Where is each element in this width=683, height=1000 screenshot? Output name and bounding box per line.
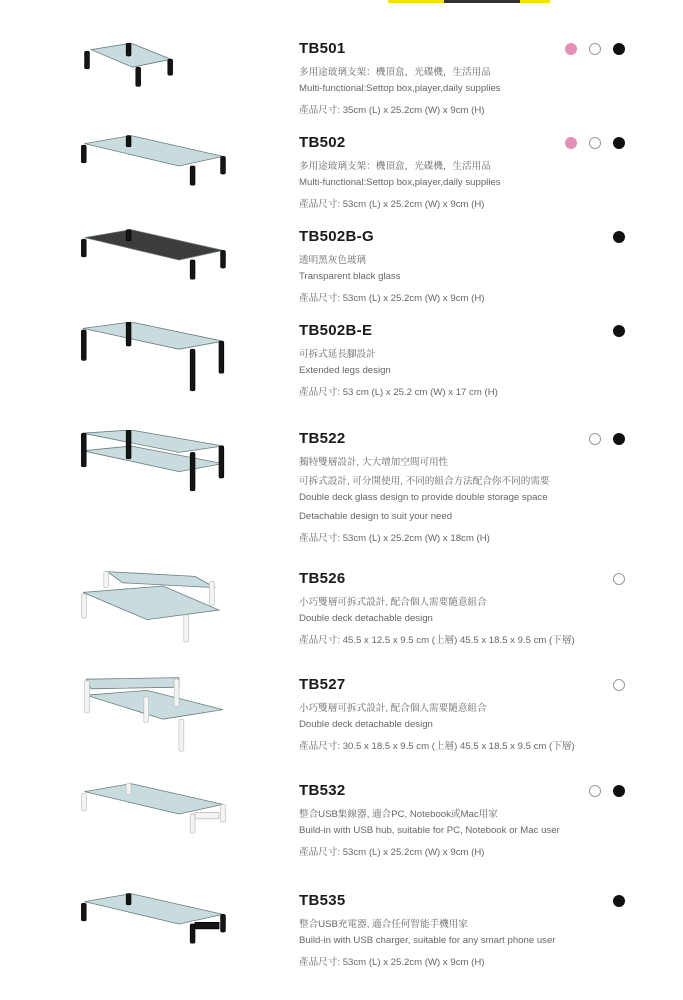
leg — [81, 903, 86, 921]
glass-top-upper — [86, 678, 179, 689]
product-desc-line: 產品尺寸: 53cm (L) x 25.2cm (W) x 9cm (H) — [299, 293, 485, 304]
product-desc-line: 多用途玻璃支架：機頂盒，光碟機，生活用品 — [299, 67, 491, 78]
leg — [81, 239, 86, 257]
leg — [221, 250, 226, 268]
swatch-white — [589, 785, 601, 797]
product-model: TB535 — [299, 892, 346, 909]
color-swatches — [565, 43, 625, 55]
leg — [81, 594, 86, 618]
leg — [179, 719, 184, 751]
swatch-black — [613, 895, 625, 907]
leg — [126, 322, 131, 346]
product-desc-line: 小巧雙層可拆式設計, 配合個人需要隨意組合 — [299, 597, 487, 608]
product-model: TB501 — [299, 40, 346, 57]
leg — [85, 681, 90, 713]
color-swatches — [613, 895, 625, 907]
leg — [190, 814, 195, 833]
leg — [221, 156, 226, 174]
swatch-black — [613, 433, 625, 445]
product-image — [55, 676, 255, 756]
leg — [126, 43, 131, 56]
product-model: TB522 — [299, 430, 346, 447]
product-desc-line: 產品尺寸: 53 cm (L) x 25.2 cm (W) x 17 cm (H) — [299, 387, 498, 398]
leg — [174, 679, 179, 706]
product-model: TB502B-E — [299, 322, 373, 339]
usb-hub-unit — [195, 812, 219, 818]
product-model: TB532 — [299, 782, 346, 799]
product-desc-line: Multi-functional:Settop box,player,daily supplies — [299, 177, 501, 188]
leg — [126, 136, 131, 147]
accent-bar-yellow-2 — [520, 0, 550, 3]
usb-hub-unit — [195, 922, 219, 928]
swatch-black — [613, 325, 625, 337]
leg — [136, 67, 141, 86]
product-image — [55, 134, 255, 214]
product-desc-line: 產品尺寸: 53cm (L) x 25.2cm (W) x 9cm (H) — [299, 847, 485, 858]
leg — [190, 924, 195, 943]
leg — [209, 581, 214, 605]
swatch-black — [613, 231, 625, 243]
product-desc-line: 整合USB充電器, 適合任何智能手機用家 — [299, 919, 468, 930]
color-swatches — [589, 433, 625, 445]
leg — [219, 341, 224, 373]
product-desc-line: 產品尺寸: 53cm (L) x 25.2cm (W) x 9cm (H) — [299, 957, 485, 968]
product-desc-line: 產品尺寸: 35cm (L) x 25.2cm (W) x 9cm (H) — [299, 105, 485, 116]
product-desc-line: 可拆式設計, 可分開使用, 不同的組合方法配合你不同的需要 — [299, 476, 550, 487]
swatch-white — [613, 573, 625, 585]
product-image — [55, 228, 255, 308]
product-desc-line: 多用途玻璃支架：機頂盒，光碟機，生活用品 — [299, 161, 491, 172]
product-desc-line: 小巧雙層可拆式設計, 配合個人需要隨意組合 — [299, 703, 487, 714]
swatch-pink — [565, 43, 577, 55]
product-desc-line: 產品尺寸: 53cm (L) x 25.2cm (W) x 9cm (H) — [299, 199, 485, 210]
swatch-black — [613, 785, 625, 797]
leg — [126, 230, 131, 241]
leg — [126, 430, 131, 459]
swatch-black — [613, 137, 625, 149]
product-desc-line: 產品尺寸: 53cm (L) x 25.2cm (W) x 18cm (H) — [299, 533, 490, 544]
color-swatches — [613, 573, 625, 585]
glass-top-lower — [83, 586, 219, 620]
swatch-white — [589, 43, 601, 55]
leg — [81, 433, 86, 467]
leg — [104, 572, 109, 588]
leg — [81, 330, 86, 360]
product-desc-line: Double deck detachable design — [299, 613, 433, 624]
leg — [190, 260, 195, 279]
leg — [126, 894, 131, 905]
leg — [184, 615, 189, 642]
product-desc-line: 可拆式延長腳設計 — [299, 349, 376, 360]
product-desc-line: Detachable design to suit your need — [299, 511, 453, 522]
leg — [219, 446, 224, 478]
glass-top — [85, 230, 223, 260]
swatch-white — [613, 679, 625, 691]
leg — [168, 59, 173, 75]
leg — [190, 166, 195, 185]
color-swatches — [613, 325, 625, 337]
accent-bar-dark — [444, 0, 520, 3]
product-desc-line: Multi-functional:Settop box,player,daily supplies — [299, 83, 501, 94]
leg — [221, 914, 226, 932]
product-desc-line: Extended legs design — [299, 365, 391, 376]
accent-bar-yellow-1 — [388, 0, 444, 3]
product-desc-line: Build-in with USB charger, suitable for any smart phone user — [299, 935, 556, 946]
color-swatches — [589, 785, 625, 797]
leg — [81, 793, 86, 811]
product-desc-line: 獨特雙層設計, 大大增加空間可用性 — [299, 457, 449, 468]
product-desc-line: Double deck glass design to provide double storage space — [299, 492, 548, 503]
leg — [81, 145, 86, 163]
leg — [85, 51, 90, 69]
product-image — [55, 570, 255, 650]
glass-top — [83, 322, 223, 349]
product-desc-line: Transparent black glass — [299, 271, 401, 282]
product-desc-line: 產品尺寸: 45.5 x 12.5 x 9.5 cm (上層) 45.5 x 18.5 x 9.5 cm (下層) — [299, 635, 575, 646]
glass-top-lower — [86, 690, 223, 719]
swatch-black — [613, 43, 625, 55]
product-model: TB502 — [299, 134, 346, 151]
product-image — [55, 40, 255, 120]
product-model: TB502B-G — [299, 228, 374, 245]
product-image — [55, 782, 255, 862]
swatch-pink — [565, 137, 577, 149]
product-image — [55, 430, 255, 510]
glass-top — [85, 136, 223, 166]
swatch-white — [589, 137, 601, 149]
product-model: TB527 — [299, 676, 346, 693]
color-swatches — [565, 137, 625, 149]
color-swatches — [613, 231, 625, 243]
product-desc-line: Build-in with USB hub, suitable for PC, Notebook or Mac user — [299, 825, 560, 836]
leg — [144, 697, 149, 723]
leg — [190, 349, 195, 391]
product-desc-line: 透明黑灰色玻璃 — [299, 255, 367, 266]
leg — [126, 784, 131, 795]
color-swatches — [613, 679, 625, 691]
product-desc-line: Double deck detachable design — [299, 719, 433, 730]
product-desc-line: 整合USB集線器, 適合PC, Notebook或Mac用家 — [299, 809, 498, 820]
product-image — [55, 892, 255, 972]
product-image — [55, 322, 255, 402]
leg — [221, 804, 226, 822]
leg — [190, 452, 195, 490]
glass-top — [85, 784, 223, 814]
swatch-white — [589, 433, 601, 445]
product-model: TB526 — [299, 570, 346, 587]
glass-top-upper — [107, 572, 215, 588]
glass-top-lower — [83, 446, 223, 472]
product-desc-line: 產品尺寸: 30.5 x 18.5 x 9.5 cm (上層) 45.5 x 18.5 x 9.5 cm (下層) — [299, 741, 575, 752]
glass-top — [85, 894, 223, 924]
